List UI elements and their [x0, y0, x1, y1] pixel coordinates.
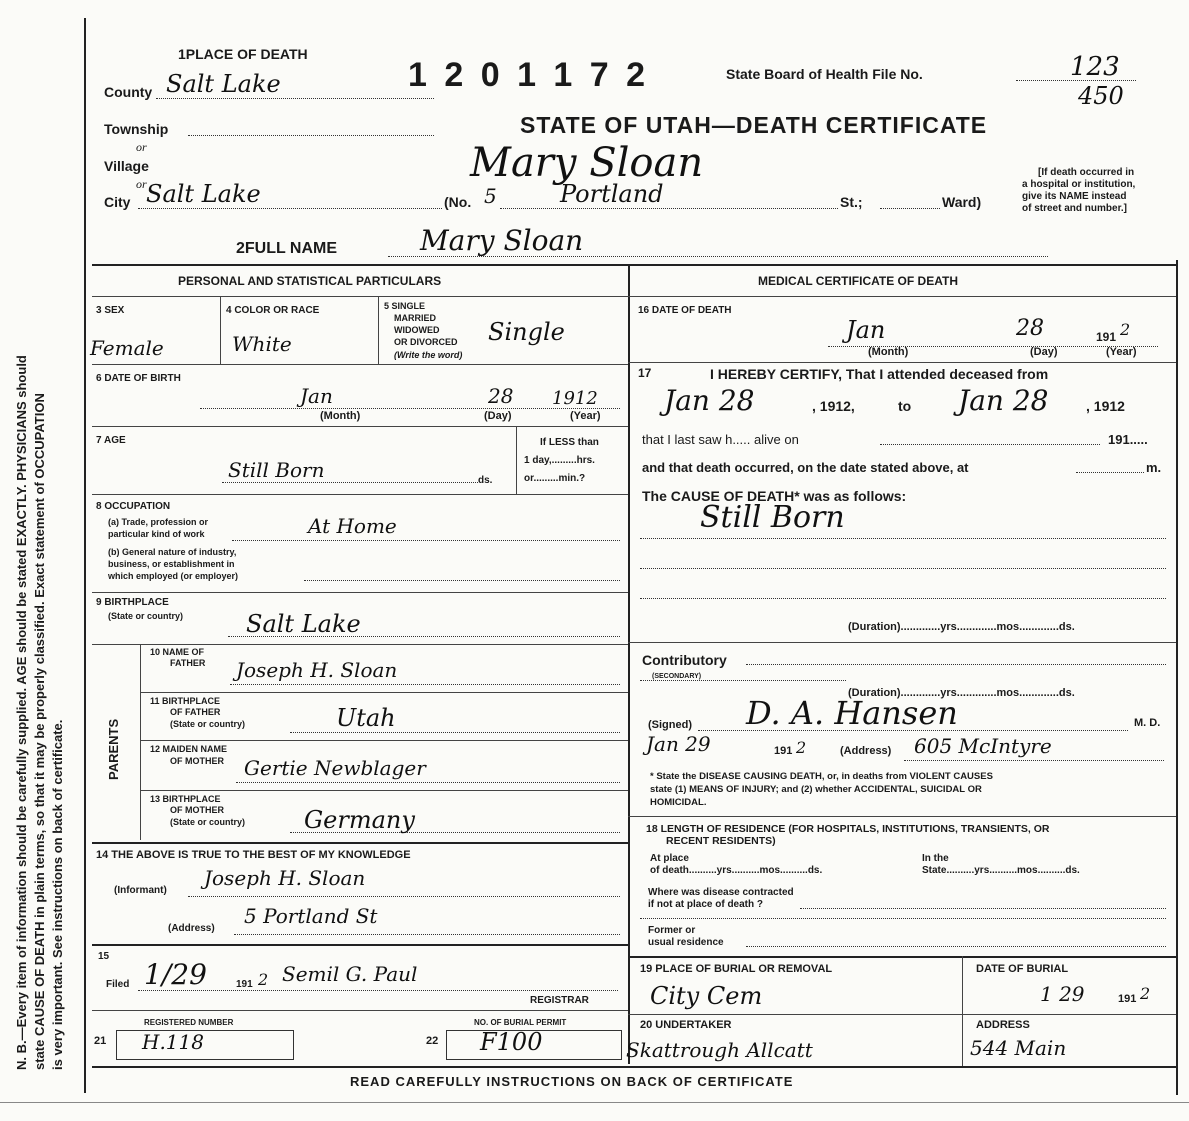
footnote-3: HOMICIDAL.: [650, 797, 707, 808]
mother-birthplace-label-1: 13 BIRTHPLACE: [150, 794, 221, 804]
ward-label: Ward): [942, 194, 982, 210]
township-label: Township: [104, 121, 169, 137]
occupation-a-2: particular kind of work: [108, 529, 205, 539]
mother-name-value: Gertie Newblager: [244, 756, 426, 780]
dob-day-caption: (Day): [484, 410, 512, 422]
attended-from-date: Jan 28: [664, 384, 755, 417]
item-22-label: 22: [426, 1035, 439, 1047]
dob-month: Jan: [300, 384, 333, 408]
occupation-b-1: (b) General nature of industry,: [108, 547, 237, 557]
medical-section-title: MEDICAL CERTIFICATE OF DEATH: [758, 274, 958, 288]
registered-number-label: REGISTERED NUMBER: [144, 1018, 234, 1027]
md-label: M. D.: [1134, 717, 1161, 729]
burial-permit-label: NO. OF BURIAL PERMIT: [474, 1018, 567, 1027]
birthplace-sub: (State or country): [108, 611, 184, 621]
city-label: City: [104, 194, 131, 210]
left-border: [84, 18, 86, 1093]
informant-statement: 14 THE ABOVE IS TRUE TO THE BEST OF MY KNOWLEDGE: [96, 849, 411, 861]
burial-year-suffix: 2: [1140, 984, 1151, 1003]
former-residence-1: Former or: [648, 925, 696, 936]
certify-text: I HEREBY CERTIFY, That I attended deceased from: [710, 366, 1049, 382]
registrar-value: Semil G. Paul: [282, 962, 418, 986]
certificate-title: STATE OF UTAH—DEATH CERTIFICATE: [520, 112, 988, 138]
informant-label: (Informant): [114, 885, 167, 896]
file-number-handwritten-2: 450: [1078, 82, 1124, 110]
in-state-1: In the: [922, 853, 949, 864]
marital-value: Single: [488, 318, 565, 346]
burial-place-value: City Cem: [650, 982, 763, 1010]
registrar-label: REGISTRAR: [530, 995, 589, 1006]
father-name-value: Joseph H. Sloan: [236, 658, 398, 682]
dob-year: 1912: [552, 388, 598, 409]
dob-label: 6 DATE OF BIRTH: [96, 373, 181, 384]
attended-from-year: , 1912,: [812, 398, 855, 414]
age-label: 7 AGE: [96, 435, 126, 446]
mother-birthplace-label-2: OF MOTHER: [170, 805, 224, 815]
burial-year-prefix: 191: [1118, 993, 1137, 1005]
burial-date-label: DATE OF BURIAL: [976, 963, 1069, 975]
last-saw-text: that I last saw h..... alive on: [642, 432, 799, 447]
undertaker-address-label: ADDRESS: [976, 1019, 1030, 1031]
last-saw-year: 191.....: [1108, 432, 1148, 447]
undertaker-address-value: 544 Main: [970, 1036, 1067, 1060]
item-17-label: 17: [638, 366, 652, 380]
cause-of-death-value: Still Born: [700, 500, 845, 535]
attended-to-date: Jan 28: [958, 384, 1049, 417]
signed-label: (Signed): [648, 719, 692, 731]
full-name-label: 2FULL NAME: [236, 240, 338, 257]
death-time-m: m.: [1146, 460, 1162, 475]
father-birthplace-label-1: 11 BIRTHPLACE: [150, 696, 221, 706]
dob-day: 28: [488, 384, 514, 408]
parents-label: PARENTS: [106, 718, 121, 780]
attended-to-year: , 1912: [1086, 398, 1125, 414]
less-than-1: If LESS than: [540, 437, 599, 448]
right-border: [1176, 260, 1178, 1095]
death-occurred-text: and that death occurred, on the date stated above, at: [642, 460, 969, 475]
filed-year-suffix: 2: [258, 970, 269, 989]
item-15-label: 15: [98, 951, 110, 962]
father-name-label-1: 10 NAME OF: [150, 647, 205, 657]
birthplace-value: Salt Lake: [246, 610, 361, 638]
or-2: or: [136, 177, 147, 191]
personal-section-title: PERSONAL AND STATISTICAL PARTICULARS: [178, 274, 442, 288]
secondary-label: (SECONDARY): [652, 673, 702, 680]
dod-year-caption: (Year): [1106, 346, 1137, 358]
father-birthplace-label-2: OF FATHER: [170, 707, 221, 717]
birthplace-label: 9 BIRTHPLACE: [96, 597, 169, 608]
county-value: Salt Lake: [166, 70, 281, 98]
where-contracted-2: if not at place of death ?: [648, 899, 764, 910]
undertaker-label: 20 UNDERTAKER: [640, 1019, 732, 1031]
street-number-value: 5: [484, 184, 497, 208]
undertaker-value: Skattrough Allcatt: [626, 1038, 813, 1062]
file-number-handwritten: 123: [1070, 52, 1120, 82]
county-label: County: [104, 84, 153, 100]
color-label: 4 COLOR OR RACE: [226, 305, 320, 316]
hospital-note-1: [If death occurred in: [1038, 167, 1135, 178]
place-of-death-label: 1PLACE OF DEATH: [178, 46, 308, 62]
dod-year-prefix: 191: [1096, 330, 1117, 344]
less-than-2: 1 day,.........hrs.: [524, 455, 595, 466]
dod-month: Jan: [846, 316, 886, 344]
age-value: Still Born: [228, 458, 325, 482]
informant-address-label: (Address): [168, 923, 215, 934]
item-21-label: 21: [94, 1035, 107, 1047]
hospital-note-4: of street and number.]: [1022, 203, 1128, 214]
in-state-2: State..........yrs..........mos..........ds.: [922, 865, 1080, 876]
dob-year-caption: (Year): [570, 410, 601, 422]
signed-year-suffix: 2: [796, 738, 807, 757]
marital-label-4: OR DIVORCED: [394, 337, 458, 347]
signed-address-value: 605 McIntyre: [914, 734, 1052, 758]
less-than-3: or.........min.?: [524, 473, 586, 484]
burial-place-label: 19 PLACE OF BURIAL OR REMOVAL: [640, 963, 833, 975]
burial-permit-value: F100: [480, 1028, 543, 1056]
dod-label: 16 DATE OF DEATH: [638, 305, 732, 316]
margin-note-line-2: state CAUSE OF DEATH in plain terms, so that it may be properly classified. Exact statement of OCCUPATION: [32, 393, 47, 1070]
hospital-note-2: a hospital or institution,: [1022, 179, 1136, 190]
father-birthplace-label-3: (State or country): [170, 719, 246, 729]
signed-year-prefix: 191: [774, 745, 793, 757]
margin-note-line-1: N. B.—Every item of information should be carefully supplied. AGE should be stated EXACTLY. PHYSICIANS should: [14, 355, 29, 1070]
informant-address-value: 5 Portland St: [244, 904, 378, 928]
marital-label-2: MARRIED: [394, 313, 436, 323]
age-ds-label: ds.: [478, 475, 493, 486]
at-place-1: At place: [650, 853, 689, 864]
signed-address-label: (Address): [840, 745, 892, 757]
mother-birthplace-label-3: (State or country): [170, 817, 246, 827]
filed-label: Filed: [106, 979, 130, 990]
registered-number-value: H.118: [142, 1030, 204, 1054]
marital-label-5: (Write the word): [394, 350, 463, 360]
residence-label: 18 LENGTH OF RESIDENCE (FOR HOSPITALS, INSTITUTIONS, TRANSIENTS, OR: [646, 823, 1050, 835]
filed-date-value: 1/29: [144, 958, 207, 991]
occupation-b-3: which employed (or employer): [108, 571, 239, 581]
sex-label: 3 SEX: [96, 305, 125, 316]
cause-of-death-label: The CAUSE OF DEATH* was as follows:: [642, 488, 907, 504]
informant-value: Joseph H. Sloan: [204, 866, 366, 890]
father-birthplace-value: Utah: [336, 704, 396, 732]
street-number-label: (No.: [444, 194, 472, 210]
physician-signature: D. A. Hansen: [746, 694, 958, 732]
village-label: Village: [104, 158, 149, 174]
mother-name-label-2: OF MOTHER: [170, 756, 224, 766]
signed-date-value: Jan 29: [646, 732, 711, 756]
sex-value: Female: [90, 336, 164, 360]
burial-date-value: 1 29: [1040, 982, 1085, 1006]
street-label: St.;: [840, 194, 863, 210]
full-name-value: Mary Sloan: [420, 224, 584, 257]
footnote-1: * State the DISEASE CAUSING DEATH, or, in deaths from VIOLENT CAUSES: [650, 771, 993, 782]
state-board-label: State Board of Health File No.: [726, 66, 923, 82]
duration-line-2: (Duration).............yrs.............mos.............ds.: [848, 687, 1075, 699]
footer-instructions: READ CAREFULLY INSTRUCTIONS ON BACK OF CERTIFICATE: [350, 1074, 794, 1089]
occupation-label: 8 OCCUPATION: [96, 501, 171, 512]
dod-year-suffix: 2: [1120, 320, 1131, 339]
marital-label-3: WIDOWED: [394, 325, 440, 335]
at-place-2: of death..........yrs..........mos..........ds.: [650, 865, 823, 876]
marital-label-1: 5 SINGLE: [384, 301, 426, 311]
mother-birthplace-value: Germany: [304, 806, 415, 834]
filed-year-prefix: 191: [236, 979, 253, 990]
or-1: or: [136, 140, 147, 154]
dob-month-caption: (Month): [320, 410, 361, 422]
certificate-number: 1 2 0 1 1 7 2: [408, 56, 650, 94]
mother-name-label-1: 12 MAIDEN NAME: [150, 744, 228, 754]
dod-month-caption: (Month): [868, 346, 909, 358]
occupation-value: At Home: [308, 514, 397, 538]
footnote-2: state (1) MEANS OF INJURY; and (2) whether ACCIDENTAL, SUICIDAL OR: [650, 784, 982, 795]
occupation-b-2: business, or establishment in: [108, 559, 235, 569]
color-value: White: [232, 332, 292, 356]
residence-label-2: RECENT RESIDENTS): [666, 835, 776, 847]
former-residence-2: usual residence: [648, 937, 724, 948]
margin-note-line-3: is very important. See instructions on back of certificate.: [50, 719, 65, 1070]
street-value: Portland: [560, 180, 664, 208]
where-contracted-1: Where was disease contracted: [648, 887, 794, 898]
duration-line-1: (Duration).............yrs.............mos.............ds.: [848, 621, 1075, 633]
attended-to-label: to: [898, 398, 912, 414]
dod-day-caption: (Day): [1030, 346, 1058, 358]
contributory-label: Contributory: [642, 652, 727, 668]
dod-day: 28: [1016, 316, 1044, 341]
hospital-note-3: give its NAME instead: [1022, 191, 1127, 202]
name-top-handwritten: Mary Sloan: [470, 140, 704, 186]
occupation-a-1: (a) Trade, profession or: [108, 517, 209, 527]
city-value: Salt Lake: [146, 180, 261, 208]
father-name-label-2: FATHER: [170, 658, 206, 668]
